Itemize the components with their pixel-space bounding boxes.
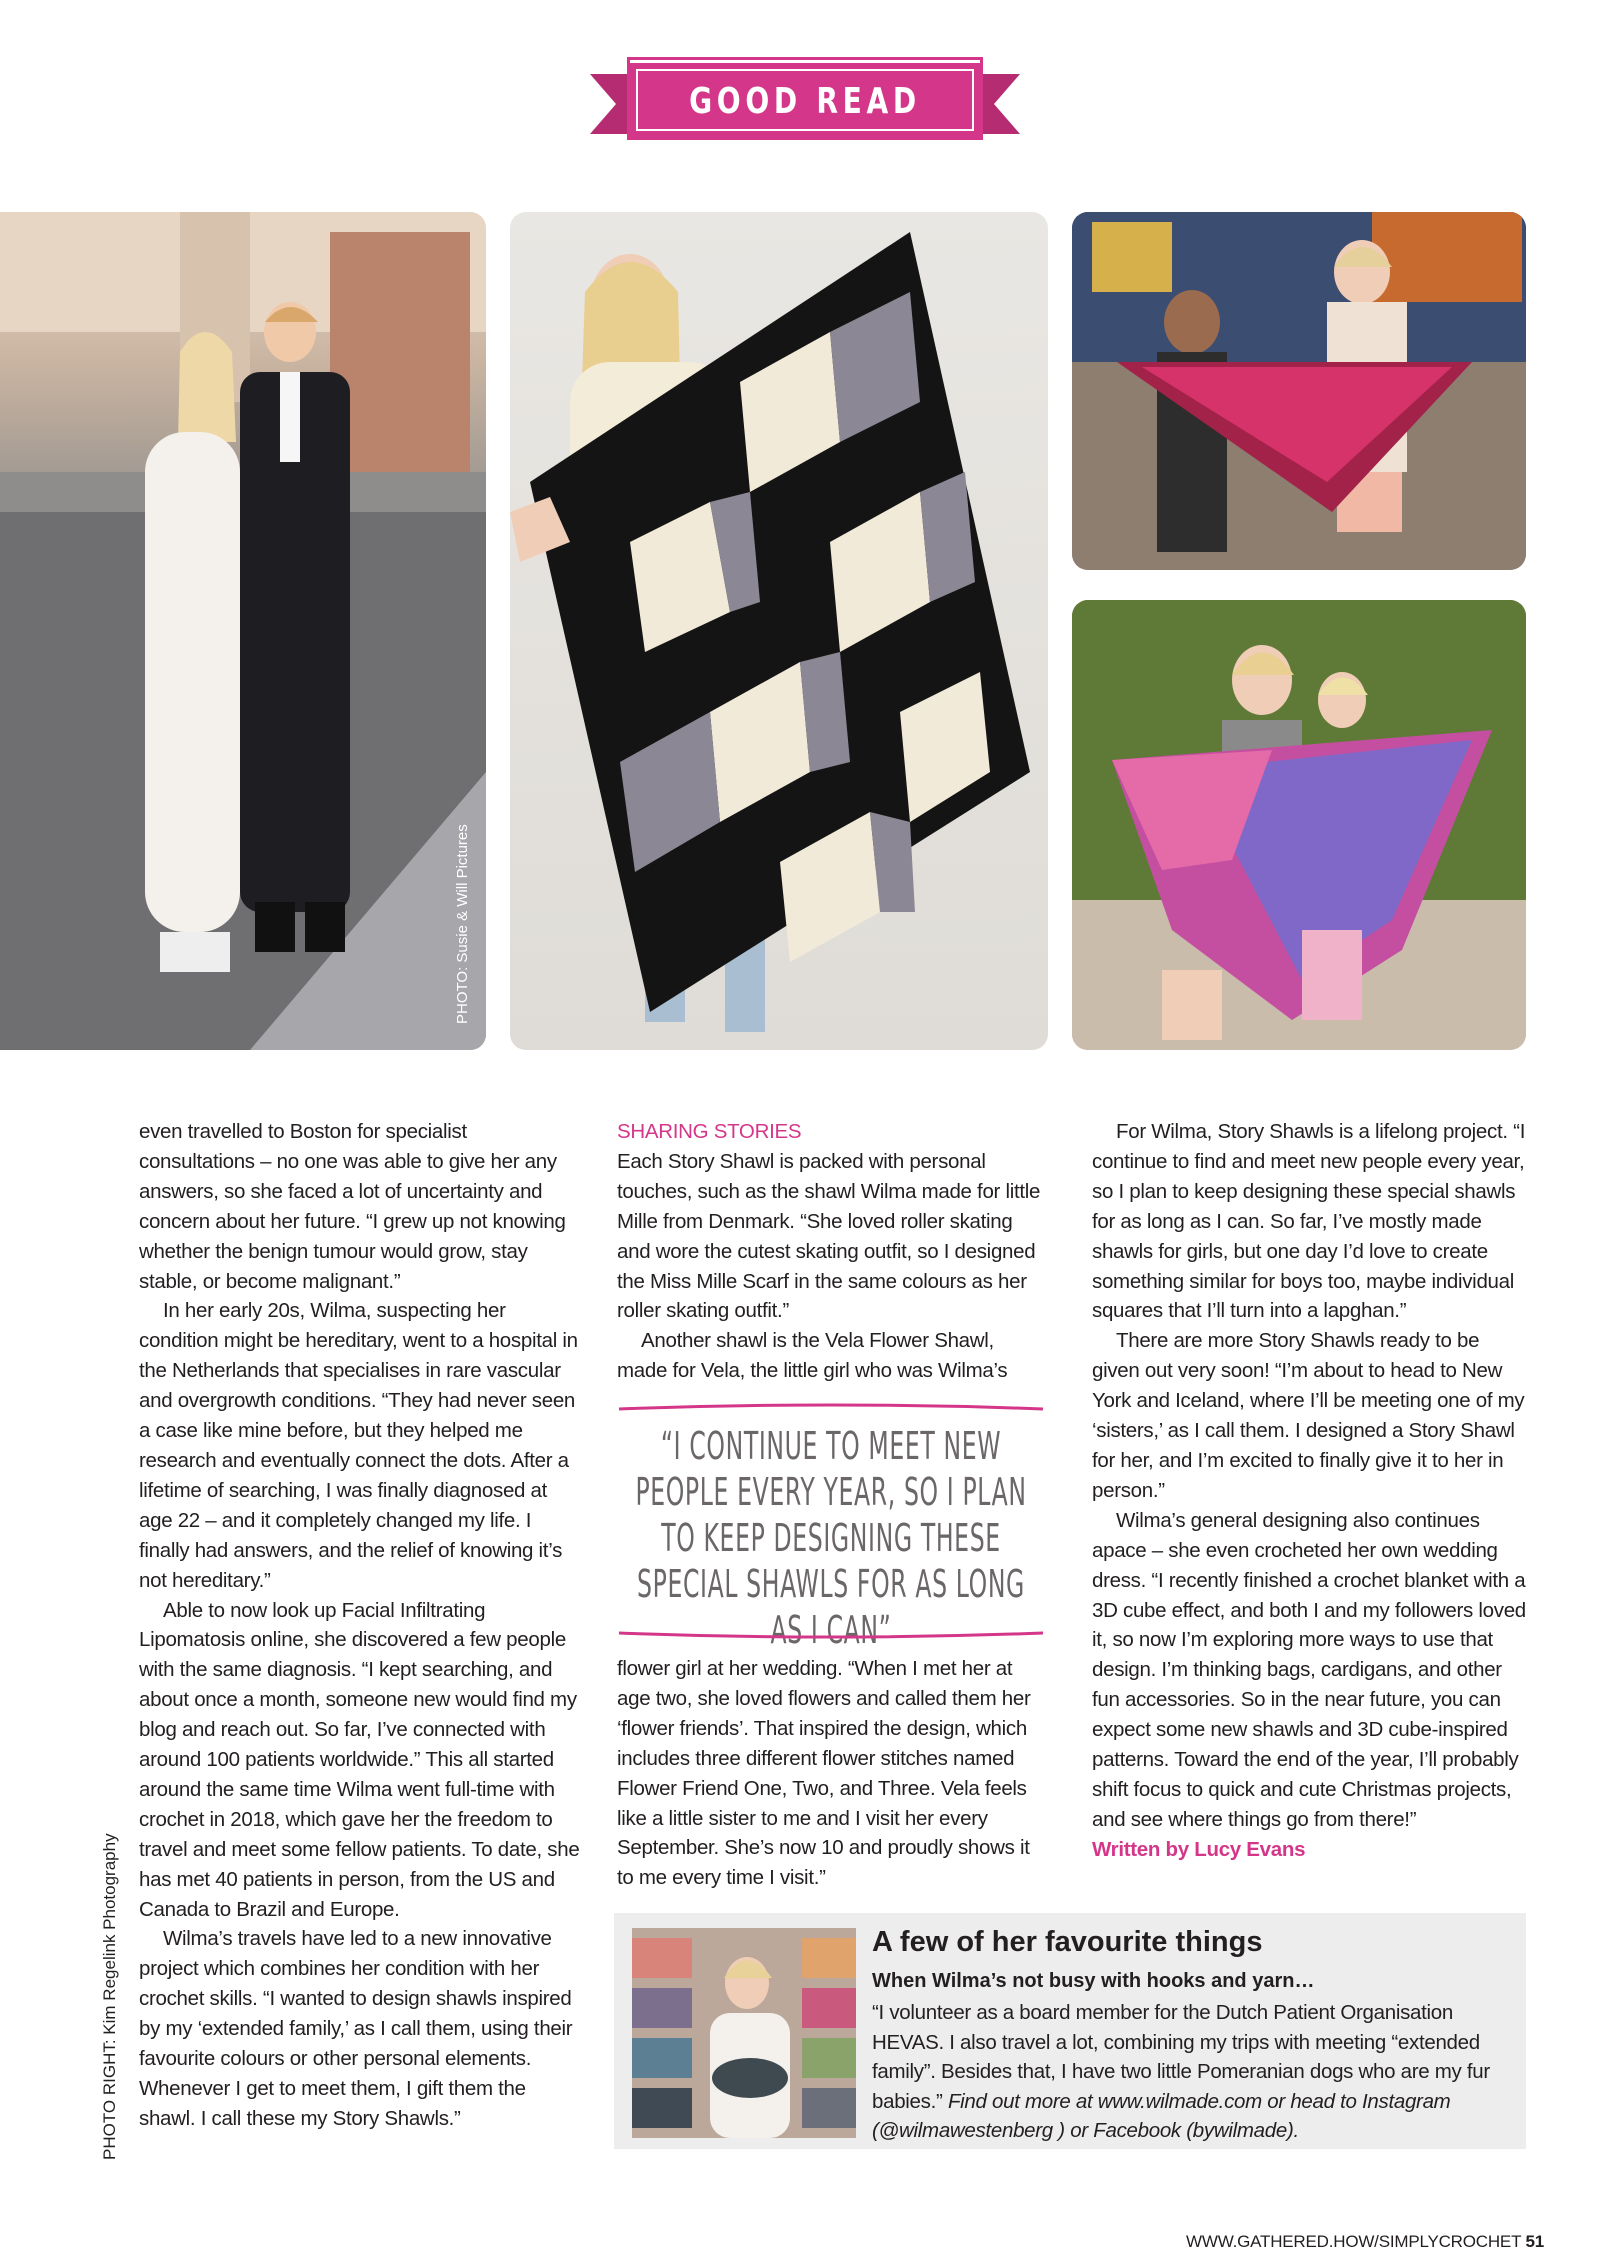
col3-paragraph-3: Wilma’s general designing also continues apace – she even crocheted her own wedding dress. “I recently finished a crochet blanket with a 3D cube effect, and both I and my followers loved it, so now I’m exploring more ways to use that design. I’m thinking bags, cardigans, and other fun accessories. So in the near future, you can expect some new shawls and 3D cube-inspired patterns. Toward the end of the year, I’ll probably shift focus to quick and cute Christmas projects, and see where things go from there!” bbox=[1092, 1508, 1526, 1831]
yarn-wall-photo bbox=[632, 1928, 856, 2138]
col3-paragraph-2: There are more Story Shawls ready to be given out very soon! “I’m about to head to New York and Iceland, where I’ll be meeting one of my ‘sisters,’ as I call them. I designed a Story Shawl for her, and I’m excited to finally give it to her in person.” bbox=[1092, 1329, 1525, 1502]
wedding-photo-illustration bbox=[0, 212, 486, 1050]
section-banner bbox=[590, 56, 1020, 142]
wedding-photo bbox=[0, 212, 486, 1050]
article-column-2-continued bbox=[617, 1654, 1045, 1893]
article-byline: Written by Lucy Evans bbox=[1092, 1837, 1306, 1861]
shawl-city-illustration bbox=[1072, 212, 1526, 570]
banner-label: GOOD READ bbox=[689, 81, 921, 122]
col2-paragraph-1: Each Story Shawl is packed with personal touches, such as the shawl Wilma made for little Mille from Denmark. “She loved roller skating and wore the cutest skating outfit, so I designed the Miss Mille Scarf in the same colours as her roller skating outfit.” bbox=[617, 1149, 1041, 1323]
shawl-garden-illustration bbox=[1072, 600, 1526, 1050]
pull-quote-rule-top bbox=[617, 1403, 1045, 1413]
section-subhead: SHARING STORIES bbox=[617, 1120, 802, 1143]
pull-quote-text: “I CONTINUE TO MEET NEW PEOPLE EVERY YEAR, SO I PLAN TO KEEP DESIGNING THESE SPECIAL SHAWLS FOR AS LONG AS I CAN” bbox=[635, 1424, 1027, 1652]
cube-blanket-photo bbox=[510, 212, 1048, 1050]
article-column-2 bbox=[617, 1117, 1045, 1386]
favourites-body bbox=[872, 1998, 1512, 2146]
favourites-more-info: Find out more at www.wilmade.com or head to Instagram (@wilmawestenberg ) or Facebook (bywilmade). bbox=[872, 2089, 1451, 2143]
col2-paragraph-3: flower girl at her wedding. “When I met her at age two, she loved flowers and called them her ‘flower friends’. That inspired the design, which includes three different flower stitches named Flower Friend One, Two, and Three. Vela feels like a little sister to me and I visit her every September. She’s now 10 and proudly shows it to me every time I visit.” bbox=[617, 1657, 1031, 1890]
banner-ribbon-tail-right bbox=[974, 74, 1020, 134]
photo-credit-side: PHOTO RIGHT: Kim Regelink Photography bbox=[100, 1833, 119, 2160]
article-column-1 bbox=[139, 1117, 581, 2134]
col1-paragraph-2: In her early 20s, Wilma, suspecting her condition might be hereditary, went to a hospital in the Netherlands that specialises in rare vascular and overgrowth conditions. “They had never seen a case like mine before, but they helped me research and eventually connect the dots. After a lifetime of searching, I was finally diagnosed at age 22 – and it completely changed my life. I finally had answers, and the relief of knowing it’s not hereditary.” bbox=[139, 1299, 578, 1592]
col2-paragraph-2: Another shawl is the Vela Flower Shawl, made for Vela, the little girl who was Wilma’s bbox=[617, 1329, 1008, 1383]
photo-credit-wedding: PHOTO: Susie & Will Pictures bbox=[454, 824, 471, 1024]
cube-blanket-illustration bbox=[510, 212, 1048, 1050]
favourites-quote: “I volunteer as a board member for the Dutch Patient Organisation HEVAS. I also travel a lot, combining my trips with meeting “extended family”. Besides that, I have two little Pomeranian dogs who are my fur babies.” bbox=[872, 2001, 1490, 2113]
favourites-subtitle: When Wilma’s not busy with hooks and yarn… bbox=[872, 1970, 1315, 1992]
shawl-garden-photo bbox=[1072, 600, 1526, 1050]
page-number: 51 bbox=[1525, 2232, 1544, 2251]
page-footer bbox=[1186, 2232, 1544, 2252]
col3-paragraph-1: For Wilma, Story Shawls is a lifelong project. “I continue to find and meet new people every year, so I plan to keep designing these special shawls for as long as I can. So far, I’ve mostly made shawls for girls, but one day I’d love to create something similar for boys too, maybe individual squares that I’ll turn into a lapghan.” bbox=[1092, 1120, 1526, 1323]
yarn-wall-illustration bbox=[632, 1928, 856, 2138]
col1-paragraph-4: Wilma’s travels have led to a new innovative project which combines her condition with her crochet skills. “I wanted to design shawls inspired by my ‘extended family,’ as I call them, using their favourite colours or other personal elements. Whenever I get to meet them, I gift them the shawl. I call these my Story Shawls.” bbox=[139, 1927, 573, 2130]
pull-quote-block bbox=[617, 1403, 1045, 1652]
col1-paragraph-3: Able to now look up Facial Infiltrating Lipomatosis online, she discovered a few people with the same diagnosis. “I kept searching, and about once a month, someone new would find my blog and reach out. So far, I’ve connected with around 100 patients worldwide.” This all started around the same time Wilma went full-time with crochet in 2018, which gave her the freedom to travel and meet some fellow patients. To date, she has met 40 patients in person, from the US and Canada to Brazil and Europe. bbox=[139, 1598, 580, 1921]
banner-ribbon bbox=[630, 60, 980, 137]
article-column-3 bbox=[1092, 1117, 1528, 1865]
shawl-city-photo bbox=[1072, 212, 1526, 570]
col1-paragraph-1: even travelled to Boston for specialist consultations – no one was able to give her any answers, so she faced a lot of uncertainty and concern about her future. “I grew up not knowing whether the benign tumour would grow, stay stable, or become malignant.” bbox=[139, 1120, 566, 1293]
favourites-title: A few of her favourite things bbox=[872, 1926, 1263, 1958]
footer-url: WWW.GATHERED.HOW/SIMPLYCROCHET bbox=[1186, 2232, 1521, 2251]
pull-quote-rule-bottom bbox=[617, 1629, 1045, 1639]
